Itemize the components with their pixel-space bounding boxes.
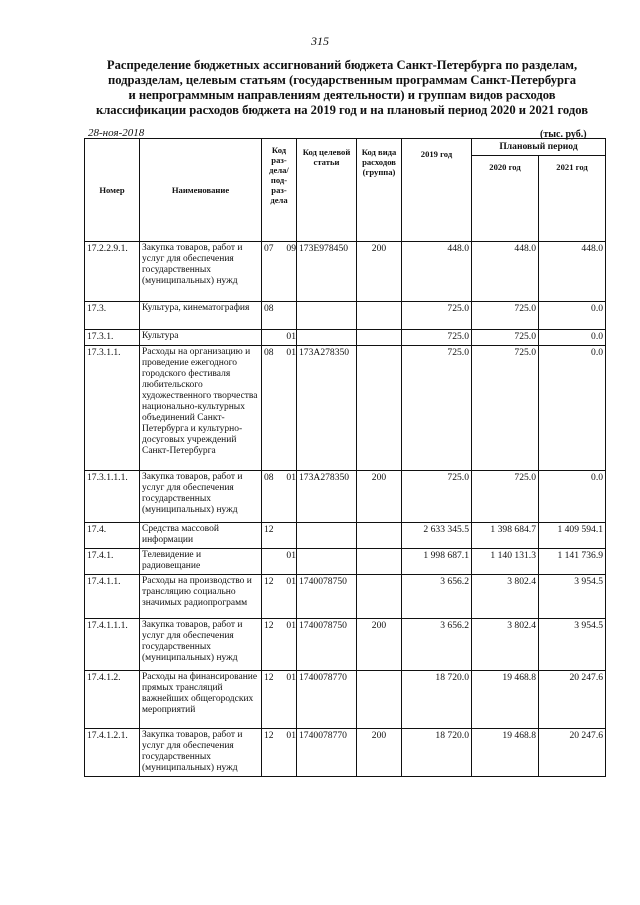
row-target-code: 1740078770 [297, 729, 357, 777]
row-target-code: 1740078770 [297, 671, 357, 729]
row-target-code: 1740078750 [297, 619, 357, 671]
header-year-2020: 2020 год [472, 156, 539, 242]
podrazdel-code: 01 [286, 672, 296, 683]
header-target-code: Код целевой статьи [297, 139, 357, 242]
row-value-2021: 1 409 594.1 [539, 523, 606, 549]
row-value-2021: 0.0 [539, 471, 606, 523]
row-value-2021: 20 247.6 [539, 671, 606, 729]
document-title [92, 58, 592, 118]
title-line: классификации расходов бюджета на 2019 год и на плановый период 2020 и 2021 годов [95, 103, 589, 117]
header-number: Номер [85, 139, 140, 242]
podrazdel-code: 01 [286, 730, 296, 741]
row-number: 17.4.1.2. [85, 671, 140, 729]
row-value-2020: 19 468.8 [472, 671, 539, 729]
page-number: 315 [311, 34, 329, 48]
row-section-code [262, 523, 297, 549]
section-code-pair [264, 243, 296, 254]
table-row [85, 523, 606, 549]
row-section-code [262, 242, 297, 302]
header-row [85, 139, 606, 156]
section-code-pair [264, 303, 296, 314]
row-name: Культура, кинематография [140, 302, 262, 330]
row-value-2020: 725.0 [472, 330, 539, 346]
row-name: Средства массовой информации [140, 523, 262, 549]
row-value-2019: 18 720.0 [402, 729, 472, 777]
row-expense-type: 200 [357, 619, 402, 671]
razdel-code: 08 [264, 472, 274, 483]
row-section-code [262, 575, 297, 619]
row-number: 17.3.1.1.1. [85, 471, 140, 523]
units-label: (тыс. руб.) [540, 129, 587, 140]
row-number: 17.3. [85, 302, 140, 330]
section-code-pair [264, 347, 296, 358]
row-expense-type [357, 346, 402, 471]
row-value-2020: 725.0 [472, 346, 539, 471]
row-name: Расходы на финансирование прямых трансляций важнейших общегородских мероприятий [140, 671, 262, 729]
header-planned-period: Плановый период [472, 139, 606, 156]
row-target-code [297, 523, 357, 549]
row-number: 17.3.1.1. [85, 346, 140, 471]
row-target-code [297, 549, 357, 575]
row-value-2020: 1 398 684.7 [472, 523, 539, 549]
row-section-code [262, 671, 297, 729]
podrazdel-code: 01 [286, 331, 296, 342]
section-code-pair [264, 730, 296, 741]
row-expense-type [357, 671, 402, 729]
table-row [85, 330, 606, 346]
row-number: 17.2.2.9.1. [85, 242, 140, 302]
row-value-2019: 3 656.2 [402, 619, 472, 671]
row-expense-type: 200 [357, 729, 402, 777]
razdel-code: 12 [264, 620, 274, 631]
row-value-2019: 725.0 [402, 471, 472, 523]
row-value-2020: 1 140 131.3 [472, 549, 539, 575]
table-row [85, 671, 606, 729]
row-value-2020: 3 802.4 [472, 619, 539, 671]
row-value-2020: 448.0 [472, 242, 539, 302]
title-line: Распределение бюджетных ассигнований бюджета Санкт-Петербурга по разделам, [106, 58, 578, 72]
razdel-code: 12 [264, 730, 274, 741]
row-value-2021: 0.0 [539, 330, 606, 346]
podrazdel-code: 01 [286, 472, 296, 483]
row-value-2020: 725.0 [472, 302, 539, 330]
document-date: 28-ноя-2018 [88, 127, 145, 139]
row-value-2021: 448.0 [539, 242, 606, 302]
section-code-pair [264, 576, 296, 587]
row-target-code [297, 302, 357, 330]
row-value-2020: 725.0 [472, 471, 539, 523]
row-section-code [262, 471, 297, 523]
header-expense-type-code: Код вида расходов (группа) [357, 139, 402, 242]
section-code-pair [264, 672, 296, 683]
title-line: подразделам, целевым статьям (государственным программам Санкт-Петербурга [107, 73, 577, 87]
section-code-pair [264, 550, 296, 561]
row-number: 17.3.1. [85, 330, 140, 346]
row-value-2021: 3 954.5 [539, 575, 606, 619]
row-number: 17.4.1.1.1. [85, 619, 140, 671]
section-code-pair [264, 331, 296, 342]
row-value-2020: 3 802.4 [472, 575, 539, 619]
row-section-code [262, 302, 297, 330]
row-section-code [262, 549, 297, 575]
razdel-code: 12 [264, 672, 274, 683]
section-code-pair [264, 620, 296, 631]
header-name: Наименование [140, 139, 262, 242]
row-section-code [262, 330, 297, 346]
row-target-code: 173E978450 [297, 242, 357, 302]
row-expense-type [357, 549, 402, 575]
row-name: Культура [140, 330, 262, 346]
razdel-code: 08 [264, 347, 274, 358]
row-value-2019: 448.0 [402, 242, 472, 302]
row-section-code [262, 346, 297, 471]
row-expense-type [357, 523, 402, 549]
row-section-code [262, 729, 297, 777]
table-row [85, 346, 606, 471]
row-value-2019: 2 633 345.5 [402, 523, 472, 549]
row-name: Закупка товаров, работ и услуг для обеспечения государственных (муниципальных) нужд [140, 619, 262, 671]
row-expense-type [357, 575, 402, 619]
row-number: 17.4.1. [85, 549, 140, 575]
budget-table [84, 138, 606, 777]
row-value-2019: 18 720.0 [402, 671, 472, 729]
table-row [85, 471, 606, 523]
row-value-2021: 20 247.6 [539, 729, 606, 777]
razdel-code: 08 [264, 303, 274, 314]
razdel-code: 12 [264, 576, 274, 587]
razdel-code: 07 [264, 243, 274, 254]
row-target-code [297, 330, 357, 346]
table-row [85, 549, 606, 575]
section-code-pair [264, 472, 296, 483]
title-line: и непрограммным направлениям деятельности) и группам видов расходов [128, 88, 556, 102]
row-expense-type: 200 [357, 242, 402, 302]
row-value-2019: 725.0 [402, 346, 472, 471]
row-value-2019: 725.0 [402, 302, 472, 330]
row-target-code: 173A278350 [297, 471, 357, 523]
table-row [85, 729, 606, 777]
row-name: Расходы на организацию и проведение ежегодного городского фестиваля любительского художественного творчества национально-культурных объединений Санкт-Петербурга и культурно-досуговых учреждений Санкт-Петербурга [140, 346, 262, 471]
podrazdel-code: 01 [286, 620, 296, 631]
row-value-2020: 19 468.8 [472, 729, 539, 777]
table-row [85, 242, 606, 302]
row-value-2019: 3 656.2 [402, 575, 472, 619]
podrazdel-code: 01 [286, 550, 296, 561]
row-expense-type [357, 302, 402, 330]
header-year-2019: 2019 год [402, 139, 472, 242]
row-number: 17.4.1.1. [85, 575, 140, 619]
table-body [85, 242, 606, 777]
header-year-2021: 2021 год [539, 156, 606, 242]
table-row [85, 302, 606, 330]
row-target-code: 1740078750 [297, 575, 357, 619]
row-number: 17.4. [85, 523, 140, 549]
section-code-pair [264, 524, 296, 535]
row-target-code: 173A278350 [297, 346, 357, 471]
razdel-code: 12 [264, 524, 274, 535]
row-section-code [262, 619, 297, 671]
podrazdel-code: 09 [286, 243, 296, 254]
row-name: Расходы на производство и трансляцию социально значимых радиопрограмм [140, 575, 262, 619]
table-row [85, 619, 606, 671]
row-value-2021: 1 141 736.9 [539, 549, 606, 575]
row-name: Закупка товаров, работ и услуг для обеспечения государственных (муниципальных) нужд [140, 242, 262, 302]
row-name: Закупка товаров, работ и услуг для обеспечения государственных (муниципальных) нужд [140, 729, 262, 777]
row-value-2021: 3 954.5 [539, 619, 606, 671]
row-number: 17.4.1.2.1. [85, 729, 140, 777]
header-section-code: Код раз-дела/ под-раз-дела [262, 139, 297, 242]
row-expense-type: 200 [357, 471, 402, 523]
row-value-2021: 0.0 [539, 302, 606, 330]
podrazdel-code: 01 [286, 347, 296, 358]
row-name: Телевидение и радиовещание [140, 549, 262, 575]
row-expense-type [357, 330, 402, 346]
row-value-2019: 1 998 687.1 [402, 549, 472, 575]
row-value-2021: 0.0 [539, 346, 606, 471]
table-row [85, 575, 606, 619]
row-name: Закупка товаров, работ и услуг для обеспечения государственных (муниципальных) нужд [140, 471, 262, 523]
row-value-2019: 725.0 [402, 330, 472, 346]
podrazdel-code: 01 [286, 576, 296, 587]
